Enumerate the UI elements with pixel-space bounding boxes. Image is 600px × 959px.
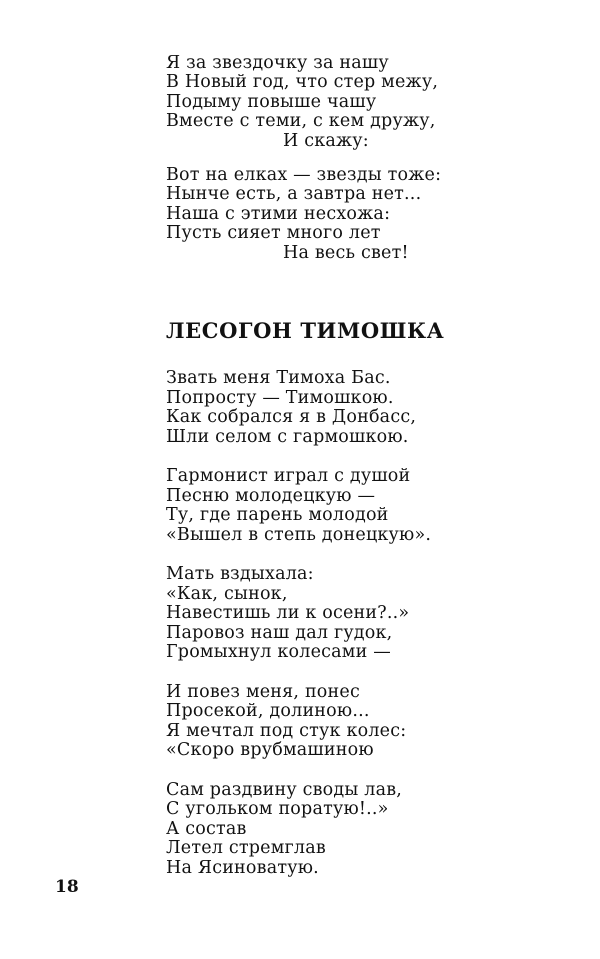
verse-line: Звать меня Тимоха Бас. xyxy=(166,368,391,388)
verse-line: Летел стремглав xyxy=(166,838,326,858)
verse-line: Наша с этими несхожа: xyxy=(166,204,391,224)
verse-line: Сам раздвину своды лав, xyxy=(166,780,403,800)
verse-line: Паровоз наш дал гудок, xyxy=(166,623,393,643)
verse-line: Громыхнул колесами — xyxy=(166,642,391,662)
verse-line: Попросту — Тимошкою. xyxy=(166,388,394,408)
verse-line: А состав xyxy=(166,819,247,839)
verse-line: В Новый год, что стер межу, xyxy=(166,72,439,92)
verse-line: «Вышел в степь донецкую». xyxy=(166,525,432,545)
verse-line: Пусть сияет много лет xyxy=(166,223,381,243)
verse-line: Я за звездочку за нашу xyxy=(166,53,389,73)
verse-line: Как собрался я в Донбасс, xyxy=(166,407,417,427)
verse-line: Ту, где парень молодой xyxy=(166,505,389,525)
verse-line: И повез меня, понес xyxy=(166,682,360,702)
verse-line: «Скоро врубмашиною xyxy=(166,740,374,760)
verse-line: С угольком поратую!..» xyxy=(166,799,389,819)
verse-line: Гармонист играл с душой xyxy=(166,466,411,486)
verse-line: Подыму повыше чашу xyxy=(166,92,377,112)
verse-line: «Как, сынок, xyxy=(166,584,288,604)
verse-line-indented: И скажу: xyxy=(283,131,369,151)
verse-line: Нынче есть, а завтра нет... xyxy=(166,184,422,204)
verse-line: Мать вздыхала: xyxy=(166,564,314,584)
verse-line: Просекой, долиною... xyxy=(166,701,370,721)
verse-line: Вот на елках — звезды тоже: xyxy=(166,165,442,185)
verse-line: Вместе с теми, с кем дружу, xyxy=(166,111,436,131)
verse-line: Навестишь ли к осени?..» xyxy=(166,603,410,623)
verse-line: Песню молодецкую — xyxy=(166,486,376,506)
verse-line: Шли селом с гармошкою. xyxy=(166,427,409,447)
verse-line: Я мечтал под стук колес: xyxy=(166,721,407,741)
verse-line: На Ясиноватую. xyxy=(166,858,319,878)
verse-line-indented: На весь свет! xyxy=(283,243,409,263)
poem-title: ЛЕСОГОН ТИМОШКА xyxy=(166,318,445,343)
page-number: 18 xyxy=(55,877,79,897)
